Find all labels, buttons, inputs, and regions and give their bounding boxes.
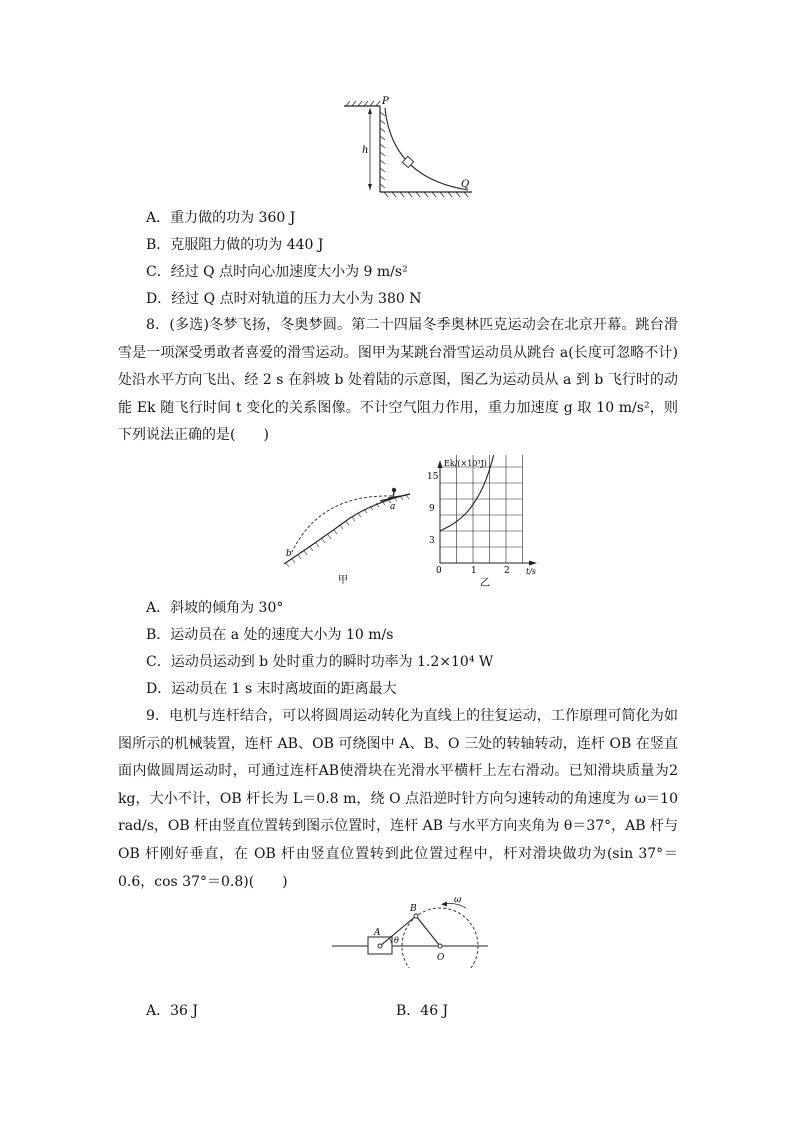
theta-label: θ [394,936,399,945]
q8-option-a: A．斜坡的倾角为 30° [146,600,284,616]
q9-option-b: B．46 J [396,1003,449,1019]
q7-option-b: B．克服阻力做的功为 440 J [146,237,324,253]
yi-label: 乙 [480,578,490,589]
y-tick-9: 9 [429,504,435,514]
q9-option-a: A．36 J [146,1003,198,1019]
q7-option-a: A．重力做的功为 360 J [146,210,296,226]
jia-label: 甲 [338,575,348,586]
x-tick-2: 2 [504,566,510,576]
x-tick-0: 0 [436,566,442,576]
ski-slope-figure [280,482,416,590]
a-label: a [390,502,396,512]
y-axis-label: Ek/(×10³J) [444,459,487,468]
x-axis-label: t/s [526,567,537,576]
q8-option-d: D．运动员在 1 s 末时离坡面的距离最大 [146,681,397,697]
a-point-label: A [374,928,381,938]
ek-t-chart [420,455,546,589]
b-point-label: B [410,904,417,914]
q7-option-d: D．经过 Q 点时对轨道的压力大小为 380 N [146,291,422,307]
q8-option-c: C．运动员运动到 b 处时重力的瞬时功率为 1.2×10⁴ W [146,654,494,670]
q7-option-c: C．经过 Q 点时向心加速度大小为 9 m/s² [146,264,408,280]
o-point-label: O [437,953,445,963]
crank-slider-figure [330,894,490,968]
y-tick-15: 15 [427,472,439,482]
omega-label: ω [454,895,462,905]
q8-option-b: B．运动员在 a 处的速度大小为 10 m/s [146,627,394,643]
q8-stem: 8．(多选)冬梦飞扬，冬奥梦圆。第二十四届冬季奥林匹克运动会在北京开幕。跳台滑雪是一项深受勇敢者喜爱的滑雪运动。图甲为某跳台滑雪运动员从跳台 a(长度可忽略不计)处沿水平方向飞出、经 2 s 在斜坡 b 处着陆的示意图，图乙为运动员从 a 到 b 飞行时的动能 Ek 随飞行时间 t 变化的关系图像。不计空气阻力作用，重力加速度 g 取 10 m/s²，则下列说法正确的是( ) [118,317,678,444]
y-tick-3: 3 [429,536,435,546]
q9-stem: 9．电机与连杆结合，可以将圆周运动转化为直线上的往复运动，工作原理可简化为如图所示的机械装置，连杆 AB、OB 可绕图中 A、B、O 三处的转轴转动，连杆 OB 在竖直面内做圆周运动时，可通过连杆AB使滑块在光滑水平横杆上左右滑动。已知滑块质量为2 kg，大小不计，OB 杆长为 L＝0.8 m，绕 O 点沿逆时针方向匀速转动的角速度为 ω＝10 rad/s，OB 杆由竖直位置转到图示位置时，连杆 AB 与水平方向夹角为 θ＝37°，AB 杆与 OB 杆刚好垂直，在 OB 杆由竖直位置转到此位置过程中，杆对滑块做功为(sin 37°＝0.6，cos 37°＝0.8)( ) [118,708,678,890]
p-label: P [382,96,389,107]
h-label: h [362,145,369,156]
x-tick-1: 1 [471,566,477,576]
track-figure [340,96,480,200]
b-label: b [286,549,292,559]
q-label: Q [461,179,470,190]
